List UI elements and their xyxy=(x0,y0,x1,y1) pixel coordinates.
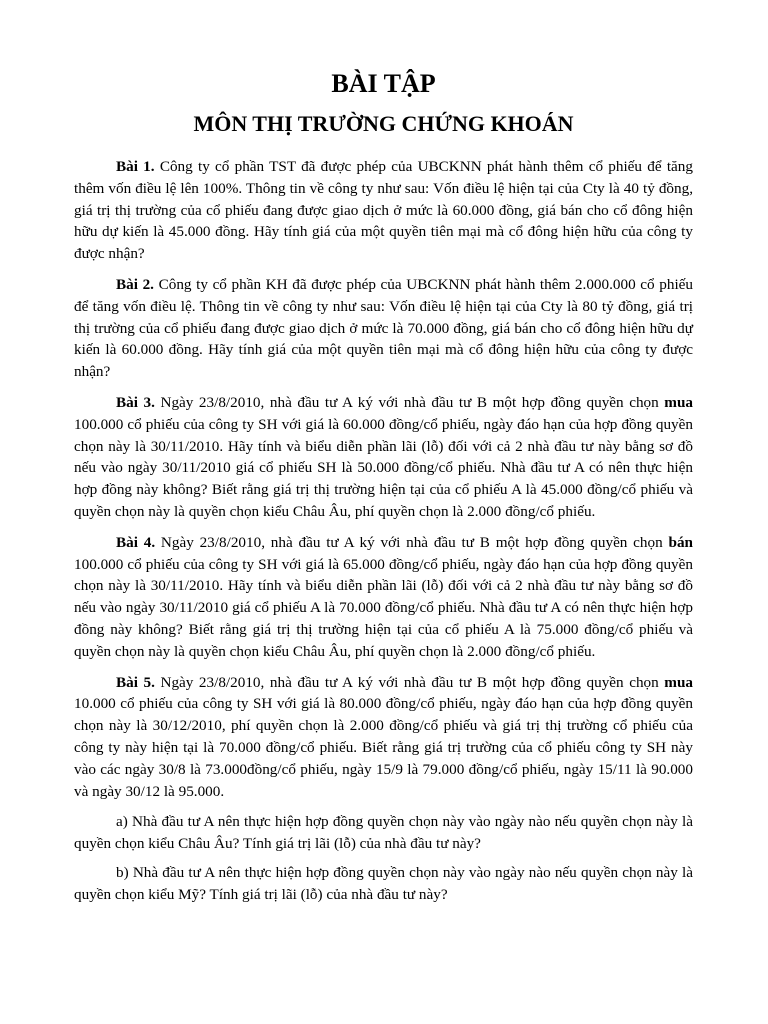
exercise-5-question-b: b) Nhà đầu tư A nên thực hiện hợp đồng quyền chọn này vào ngày nào nếu quyền chọn này là quyền chọn kiểu Mỹ? Tính giá trị lãi (lỗ) của nhà đầu tư này? xyxy=(74,863,693,903)
document-subtitle: MÔN THỊ TRƯỜNG CHỨNG KHOÁN xyxy=(193,111,574,136)
exercise-3-text-after: 100.000 cổ phiếu của công ty SH với giá là 60.000 đồng/cổ phiếu, ngày đáo hạn của hợp đồng quyền chọn này là 30/11/2010. Hãy tính và biểu diễn phần lãi (lỗ) đối với cả 2 nhà đầu tư này bằng sơ đồ nếu vào ngày 30/11/2010 giá cổ phiếu SH là 50.000 đồng/cổ phiếu. Nhà đầu tư A có nên thực hiện hợp đồng này không? Biết rằng giá trị thị trường hiện tại của cổ phiếu A là 45.000 đồng/cổ phiếu và quyền chọn này là quyền chọn kiểu Châu Âu, phí quyền chọn là 2.000 đồng/cổ phiếu. xyxy=(74,415,693,520)
exercise-4-text-after: 100.000 cổ phiếu của công ty SH với giá là 65.000 đồng/cổ phiếu, ngày đáo hạn của hợp đồng quyền chọn này là 30/11/2010. Hãy tính và biểu diễn phần lãi (lỗ) đối với cả 2 nhà đầu tư này bằng sơ đồ nếu vào ngày 30/11/2010 giá cổ phiếu A là 70.000 đồng/cổ phiếu. Nhà đầu tư A có nên thực hiện hợp đồng này không? Biết rằng giá trị thị trường hiện tại của cổ phiếu A là 75.000 đồng/cổ phiếu và quyền chọn này là quyền chọn kiểu Châu Âu, phí quyền chọn là 2.000 đồng/cổ phiếu. xyxy=(74,555,693,660)
exercise-1 xyxy=(74,156,693,265)
document-title: BÀI TẬP xyxy=(331,69,436,98)
exercise-4-label: Bài 4. xyxy=(116,533,156,551)
exercise-2 xyxy=(74,274,693,383)
exercise-4 xyxy=(74,532,693,663)
exercise-3 xyxy=(74,392,693,523)
exercise-2-text: Công ty cổ phần KH đã được phép của UBCKNN phát hành thêm 2.000.000 cổ phiếu để tăng vốn điều lệ. Thông tin về công ty như sau: Vốn điều lệ hiện tại của Cty là 80 tỷ đồng, giá trị thị trường của cổ phiếu đang được giao dịch ở mức là 70.000 đồng, giá bán cho cổ đông hiện hữu dự kiến là 60.000 đồng. Hãy tính giá của một quyền tiên mại mà cổ đông hiện hữu của công ty được nhận? xyxy=(74,275,693,381)
exercise-5-bold-word: mua xyxy=(664,673,693,691)
exercise-5 xyxy=(74,672,693,803)
exercise-3-label: Bài 3. xyxy=(116,393,155,411)
exercise-2-label: Bài 2. xyxy=(116,275,154,293)
exercise-4-bold-word: bán xyxy=(668,533,693,551)
exercise-4-text-before: Ngày 23/8/2010, nhà đầu tư A ký với nhà đầu tư B một hợp đồng quyền chọn xyxy=(155,533,669,551)
exercise-5-text-after: 10.000 cổ phiếu của công ty SH với giá là 80.000 đồng/cổ phiếu, ngày đáo hạn của hợp đồng quyền chọn này là 30/12/2010, phí quyền chọn là 2.000 đồng/cổ phiếu và giá trị thị trường cổ phiếu của công ty này hiện tại là 70.000 đồng/cổ phiếu. Biết rằng giá trị trường của cổ phiếu công ty SH này vào các ngày 30/8 là 73.000đồng/cổ phiếu, ngày 15/9 là 79.000 đồng/cổ phiếu, ngày 15/11 là 90.000 và ngày 30/12 là 95.000. xyxy=(74,695,693,800)
exercise-3-bold-word: mua xyxy=(664,393,693,411)
exercise-5-label: Bài 5. xyxy=(116,673,155,691)
exercise-5-question-a: a) Nhà đầu tư A nên thực hiện hợp đồng quyền chọn này vào ngày nào nếu quyền chọn này là quyền chọn kiểu Châu Âu? Tính giá trị lãi (lỗ) của nhà đầu tư này? xyxy=(74,813,693,853)
exercise-5-text-before: Ngày 23/8/2010, nhà đầu tư A ký với nhà đầu tư B một hợp đồng quyền chọn xyxy=(154,673,665,691)
exercise-1-text: Công ty cổ phần TST đã được phép của UBCKNN phát hành thêm cổ phiếu để tăng thêm vốn điều lệ lên 100%. Thông tin về công ty như sau: Vốn điều lệ hiện tại của Cty là 40 tỷ đồng, giá trị thị trường của cổ phiếu đang được giao dịch ở mức là 60.000 đồng, giá bán cho cổ đông hiện hữu dự kiến là 45.000 đồng. Hãy tính giá của một quyền tiên mại mà cổ đông hiện hữu của công ty được nhận? xyxy=(74,158,693,263)
exercise-1-label: Bài 1. xyxy=(116,158,155,175)
exercise-3-text-before: Ngày 23/8/2010, nhà đầu tư A ký với nhà đầu tư B một hợp đồng quyền chọn xyxy=(154,393,665,411)
